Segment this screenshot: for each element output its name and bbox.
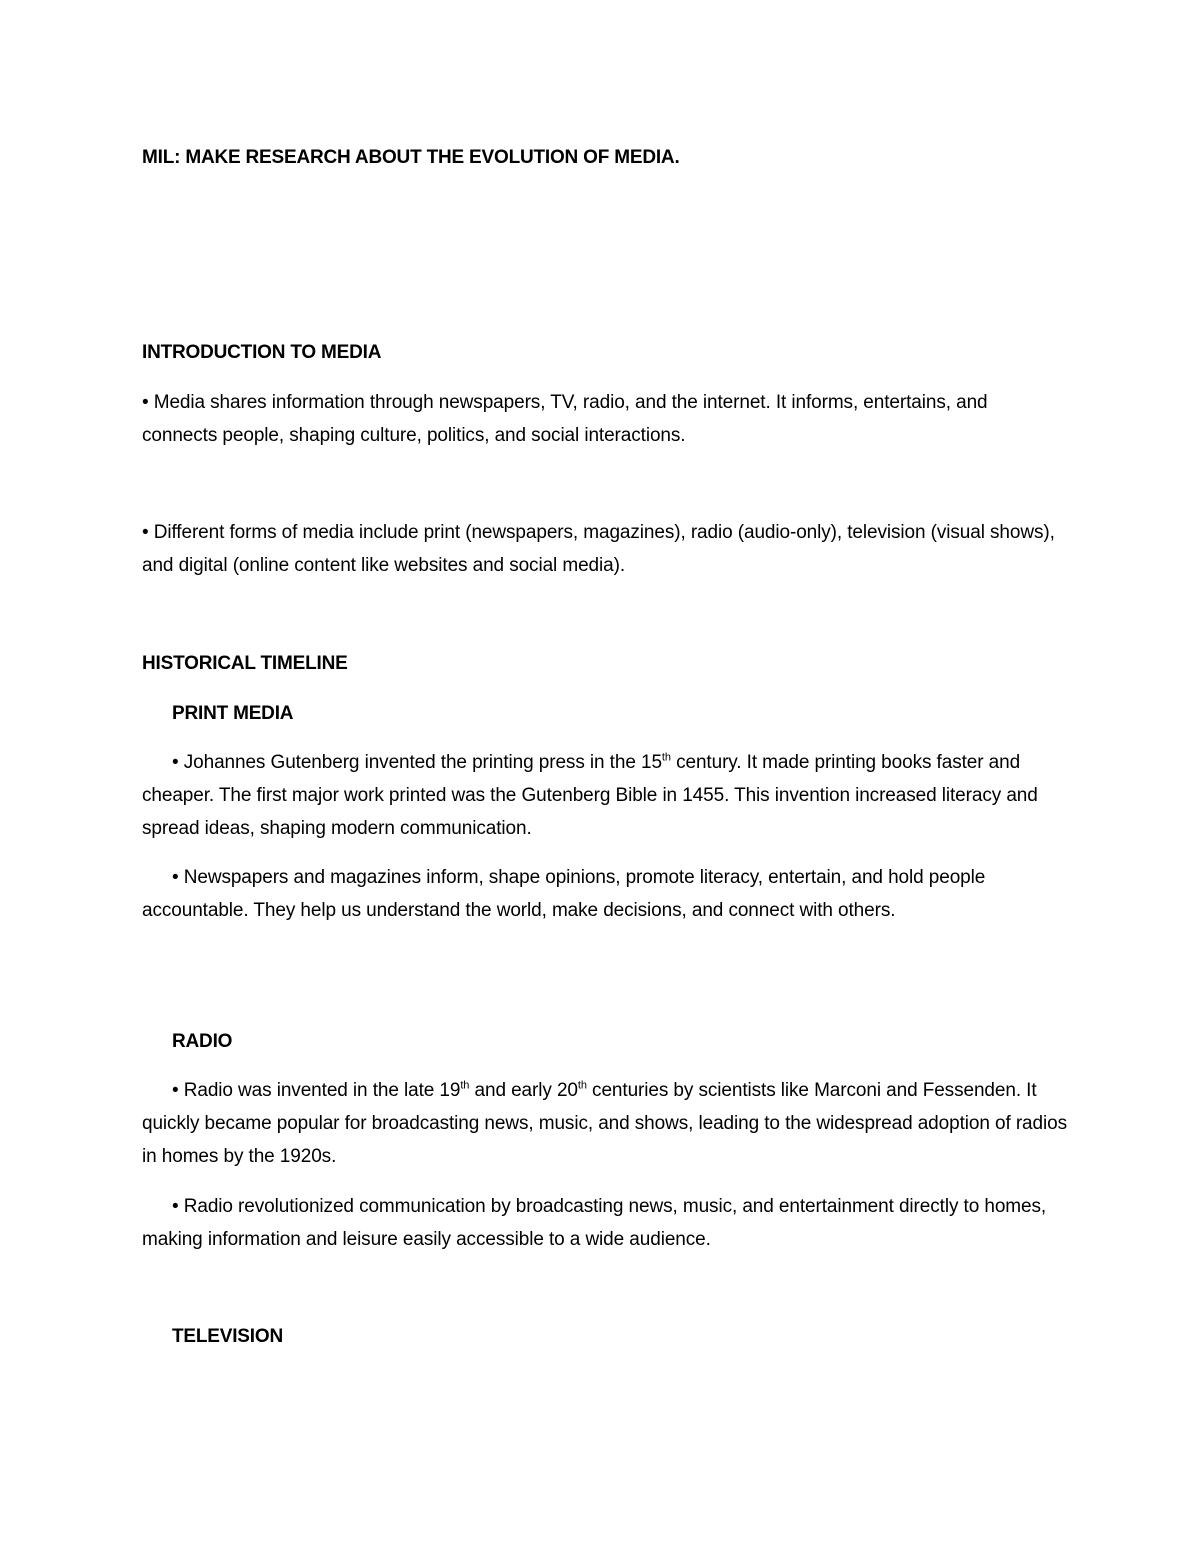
radio-paragraph-1 bbox=[142, 1074, 1067, 1173]
print-paragraph-2: • Newspapers and magazines inform, shape opinions, promote literacy, entertain, and hold people accountable. They help us understand the world, make decisions, and connect with others. bbox=[142, 867, 986, 921]
document-title: MIL: MAKE RESEARCH ABOUT THE EVOLUTION OF MEDIA. bbox=[142, 147, 680, 168]
radio-paragraph-1-text-b: and early 20 bbox=[469, 1080, 578, 1101]
subheading-print-media: PRINT MEDIA bbox=[172, 703, 294, 724]
section-heading-introduction: INTRODUCTION TO MEDIA bbox=[142, 342, 382, 363]
radio-paragraph-1-text-c: centuries by scientists like Marconi and Fessenden. It quickly became popular for broadcasting news, music, and shows, leading to the widespread adoption of radios in homes by the 1920s. bbox=[142, 1080, 1067, 1167]
print-paragraph-1-text-a: • Johannes Gutenberg invented the printing press in the 15 bbox=[172, 752, 662, 773]
radio-paragraph-1-superscript-2: th bbox=[577, 1079, 587, 1092]
print-paragraph-1-text-b: century. It made printing books faster and cheaper. The first major work printed was the Gutenberg Bible in 1455. This invention increased literacy and spread ideas, shaping modern communication. bbox=[142, 752, 1038, 839]
section-heading-timeline: HISTORICAL TIMELINE bbox=[142, 653, 348, 674]
print-paragraph-1-superscript: th bbox=[661, 751, 671, 764]
intro-bullet-2: • Different forms of media include print (newspapers, magazines), radio (audio-only), television (visual shows), and digital (online content like websites and social media). bbox=[142, 522, 1055, 576]
radio-paragraph-1-text-a: • Radio was invented in the late 19 bbox=[172, 1080, 461, 1101]
print-paragraph-1 bbox=[142, 746, 1067, 845]
intro-bullet-1: • Media shares information through newspapers, TV, radio, and the internet. It informs, entertains, and connects people, shaping culture, politics, and social interactions. bbox=[142, 392, 988, 446]
subheading-radio: RADIO bbox=[172, 1031, 233, 1052]
radio-paragraph-1-superscript-1: th bbox=[460, 1079, 470, 1092]
radio-paragraph-2: • Radio revolutionized communication by broadcasting news, music, and entertainment directly to homes, making information and leisure easily accessible to a wide audience. bbox=[142, 1196, 1047, 1250]
subheading-television: TELEVISION bbox=[172, 1326, 283, 1347]
